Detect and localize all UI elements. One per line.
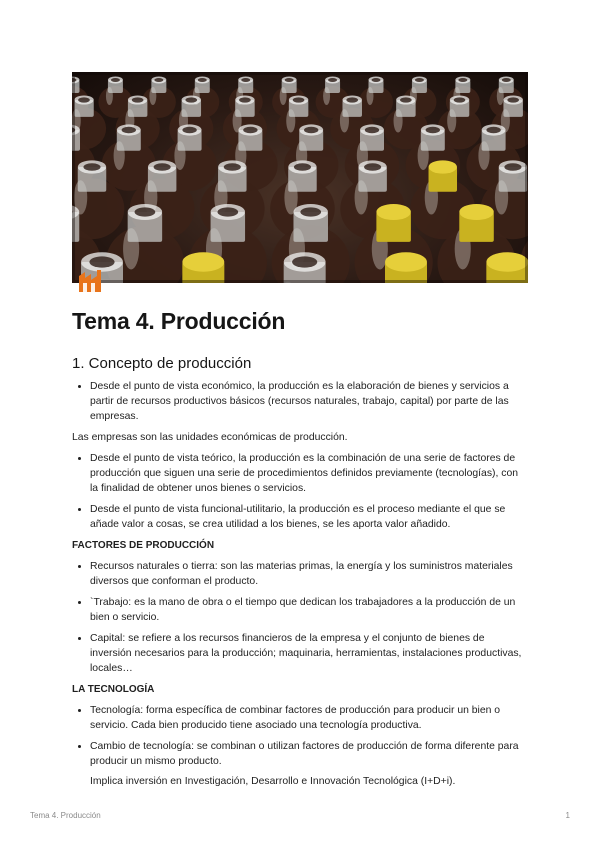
bottle-opening	[239, 97, 251, 102]
bottle-opening	[292, 256, 317, 267]
bottle-opening	[502, 78, 511, 82]
main-content	[72, 354, 528, 795]
concept-list	[72, 379, 528, 424]
bottle-opening	[135, 207, 156, 216]
bottle-opening	[507, 97, 519, 102]
list-item: • Tecnología: forma específica de combinar factores de producción para producir un bien o servicio. Cada bien producido tiene asociado una tecnología productiva.	[90, 703, 528, 733]
bottle-opening	[415, 78, 424, 82]
bottle-opening	[300, 207, 321, 216]
bottles-photo	[72, 72, 528, 283]
factory-icon	[77, 267, 107, 293]
list-item: • Desde el punto de vista económico, la producción es la elaboración de bienes y servicios a partir de recursos productivos básicos (recursos naturales, trabajo, capital) por parte de las empresas.	[90, 379, 528, 424]
paragraph: Las empresas son las unidades económicas de producción.	[72, 432, 348, 443]
bottle-opening	[224, 163, 241, 171]
tecnologia-note: Implica inversión en Investigación, Desarrollo e Innovación Tecnológica (I+D+i).	[90, 776, 456, 787]
bottle-opening	[217, 207, 238, 216]
list-item: • Recursos naturales o tierra: son las materias primas, la energía y los suministros materiales diversos que conforman el producto.	[90, 559, 528, 589]
bottle-opening	[122, 127, 136, 133]
list-item: • `Trabajo: es la mano de obra o el tiempo que dedican los trabajadores a la producción de un bien o servicio.	[90, 595, 528, 625]
header-image	[72, 72, 528, 283]
page-title: Tema 4. Producción	[72, 308, 286, 334]
tecnologia-heading: LA TECNOLOGÍA	[72, 684, 155, 695]
bottle-top	[486, 252, 528, 272]
bottle-opening	[198, 78, 207, 82]
page-number: 1	[565, 811, 570, 820]
bottle-opening	[454, 97, 466, 102]
bottle-opening	[346, 97, 358, 102]
bottle-opening	[504, 163, 521, 171]
bottle-top	[429, 160, 458, 173]
factores-heading: FACTORES DE PRODUCCIÓN	[72, 540, 215, 551]
bottle-opening	[154, 78, 163, 82]
bottle-opening	[294, 163, 311, 171]
list-item: • Cambio de tecnología: se combinan o utilizan factores de producción de forma diferente para producir un mismo producto.	[90, 739, 528, 769]
bottle-opening	[426, 127, 440, 133]
concept-list-2	[72, 451, 528, 532]
bottle-opening	[400, 97, 412, 102]
section-heading: 1. Concepto de producción	[72, 355, 252, 372]
bottle-opening	[486, 127, 500, 133]
bottle-opening	[364, 163, 381, 171]
bottle-opening	[241, 78, 250, 82]
bottle-opening	[328, 78, 337, 82]
bottle-opening	[458, 78, 467, 82]
list-item: • Capital: se refiere a los recursos financieros de la empresa y el conjunto de bienes de inversión necesarios para la producción; maquinaria, herramientas, instalaciones productivas, locales…	[90, 631, 528, 676]
bottle-opening	[285, 78, 294, 82]
list-item: • Desde el punto de vista funcional-utilitario, la producción es el proceso mediante el que se añade valor a cosas, se crea utilidad a los bienes, se les aporta valor añadido.	[90, 502, 528, 532]
bottle-opening	[304, 127, 318, 133]
bottle-opening	[372, 78, 381, 82]
bottle-opening	[293, 97, 305, 102]
bottle-opening	[185, 97, 197, 102]
footer-title: Tema 4. Producción	[30, 811, 101, 820]
bottle-top	[182, 252, 224, 272]
factores-list	[72, 559, 528, 676]
bottle-top	[376, 204, 411, 220]
bottle-opening	[78, 97, 90, 102]
bottle-top	[459, 204, 494, 220]
bottle-top	[385, 252, 427, 272]
bottle-opening	[243, 127, 257, 133]
bottle-opening	[154, 163, 171, 171]
bottle-opening	[365, 127, 379, 133]
bottle-opening	[132, 97, 144, 102]
bottle-opening	[111, 78, 120, 82]
bottle-opening	[182, 127, 196, 133]
list-item: • Desde el punto de vista teórico, la producción es la combinación de una serie de factores de producción que siguen una serie de procedimientos definidos previamente (tecnologías), con la finalidad de obtener unos bienes o servicios.	[90, 451, 528, 496]
bottle-opening	[89, 256, 114, 267]
tecnologia-list	[72, 703, 528, 769]
bottle-opening	[83, 163, 100, 171]
